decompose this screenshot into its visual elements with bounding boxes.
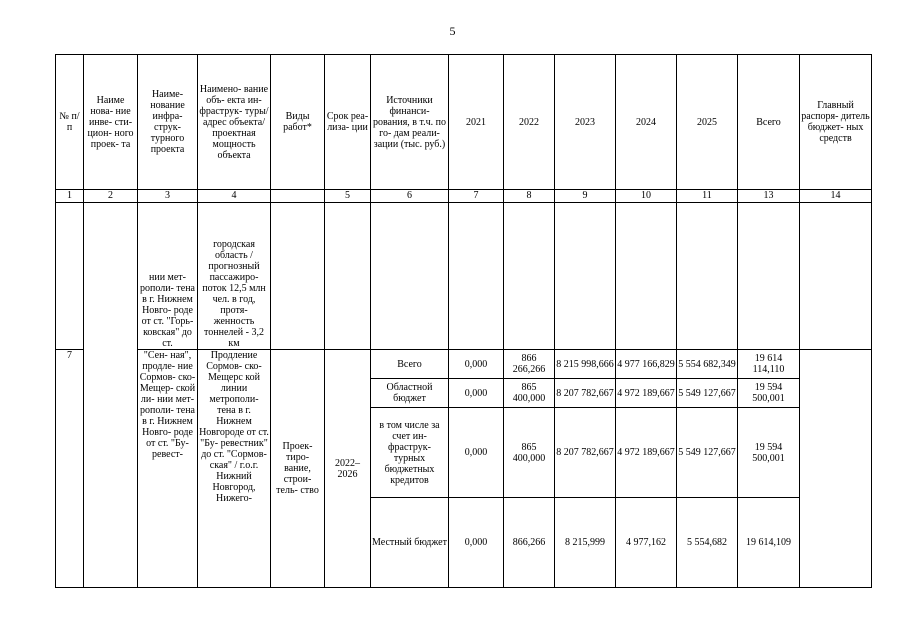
value-2022: 866 266,266 <box>504 350 555 379</box>
header-2021: 2021 <box>449 55 504 190</box>
col-number: 8 <box>504 190 555 203</box>
source-label: Областной бюджет <box>371 379 449 408</box>
value-2025: 5 549 127,667 <box>677 379 738 408</box>
value-total: 19 594 500,001 <box>738 379 800 408</box>
col-number <box>271 190 325 203</box>
value-2023: 8 215,999 <box>555 498 616 588</box>
col-number: 3 <box>138 190 198 203</box>
continuation-object-name: городская область / прогнозный пассажиро- поток 12,5 млн чел. в год, протя- женность тоннелей - 3,2 км <box>198 203 271 350</box>
value-2024: 4 977,162 <box>616 498 677 588</box>
header-funding-sources: Источники финанси- рования, в т.ч. по го- дам реали- зации (тыс. руб.) <box>371 55 449 190</box>
continuation-project-name: нии мет- рополи- тена в г. Нижнем Новго- роде от ст. "Горь- ковская" до ст. <box>138 203 198 350</box>
col-number: 13 <box>738 190 800 203</box>
empty-cell <box>616 203 677 350</box>
header-2023: 2023 <box>555 55 616 190</box>
project-name: "Сен- ная", продле- ние Сормов- ско- Мещер- ской ли- нии мет- рополи- тена в г. Нижнем Новго- роде от ст. "Бу- ревест- <box>138 350 198 588</box>
value-2023: 8 207 782,667 <box>555 379 616 408</box>
col-number: 11 <box>677 190 738 203</box>
header-work-types: Виды работ* <box>271 55 325 190</box>
value-2024: 4 972 189,667 <box>616 408 677 498</box>
header-2022: 2022 <box>504 55 555 190</box>
empty-cell <box>555 203 616 350</box>
empty-cell <box>738 203 800 350</box>
header-2024: 2024 <box>616 55 677 190</box>
empty-cell <box>449 203 504 350</box>
source-label: в том числе за счет ин- фраструк- турных бюджетных кредитов <box>371 408 449 498</box>
header-row <box>56 55 872 190</box>
col-number: 2 <box>84 190 138 203</box>
header-num: № п/п <box>56 55 84 190</box>
value-2021: 0,000 <box>449 379 504 408</box>
table-row <box>56 350 872 379</box>
col-number: 14 <box>800 190 872 203</box>
empty-cell <box>371 203 449 350</box>
value-2025: 5 554,682 <box>677 498 738 588</box>
value-total: 19 614,109 <box>738 498 800 588</box>
header-infrastructure-object: Наимено- вание объ- екта ин- фраструк- туры/ адрес объекта/ проектная мощность объекта <box>198 55 271 190</box>
object-name: Продление Сормов- ско-Мещерс кой линии метрополи- тена в г. Нижнем Новгороде от ст. "Бу- ревестник" до ст. "Сормов- ская" / г.о.г. Нижний Новгород, Нижего- <box>198 350 271 588</box>
value-2025: 5 554 682,349 <box>677 350 738 379</box>
source-label: Всего <box>371 350 449 379</box>
value-2021: 0,000 <box>449 408 504 498</box>
empty-cell <box>677 203 738 350</box>
col-number: 4 <box>198 190 271 203</box>
source-label: Местный бюджет <box>371 498 449 588</box>
column-number-row <box>56 190 872 203</box>
header-total: Всего <box>738 55 800 190</box>
continuation-row <box>56 203 872 350</box>
header-2025: 2025 <box>677 55 738 190</box>
value-2024: 4 977 166,829 <box>616 350 677 379</box>
col-number: 10 <box>616 190 677 203</box>
empty-cell <box>800 203 872 350</box>
header-period: Срок реа- лиза- ции <box>325 55 371 190</box>
empty-cell <box>56 203 84 350</box>
col-number: 1 <box>56 190 84 203</box>
empty-cell <box>800 350 872 588</box>
col-number: 9 <box>555 190 616 203</box>
value-2022: 865 400,000 <box>504 379 555 408</box>
value-2021: 0,000 <box>449 498 504 588</box>
value-total: 19 594 500,001 <box>738 408 800 498</box>
implementation-period: 2022– 2026 <box>325 350 371 588</box>
value-total: 19 614 114,110 <box>738 350 800 379</box>
value-2024: 4 972 189,667 <box>616 379 677 408</box>
value-2023: 8 207 782,667 <box>555 408 616 498</box>
empty-cell <box>271 203 325 350</box>
work-types: Проек- тиро- вание, строи- тель- ство <box>271 350 325 588</box>
value-2023: 8 215 998,666 <box>555 350 616 379</box>
value-2025: 5 549 127,667 <box>677 408 738 498</box>
value-2021: 0,000 <box>449 350 504 379</box>
header-investment-project: Наиме нова- ние инве- сти- цион- ного проек- та <box>84 55 138 190</box>
empty-cell <box>84 203 138 588</box>
page-number: 5 <box>449 24 456 38</box>
empty-cell <box>504 203 555 350</box>
col-number: 6 <box>371 190 449 203</box>
empty-cell <box>325 203 371 350</box>
value-2022: 866,266 <box>504 498 555 588</box>
col-number: 7 <box>449 190 504 203</box>
investment-projects-table <box>55 54 872 588</box>
header-infrastructure-project: Наиме- нование инфра- струк- турного проекта <box>138 55 198 190</box>
value-2022: 865 400,000 <box>504 408 555 498</box>
header-chief-manager: Главный распоря- дитель бюджет- ных средств <box>800 55 872 190</box>
col-number: 5 <box>325 190 371 203</box>
row-number: 7 <box>56 350 84 588</box>
